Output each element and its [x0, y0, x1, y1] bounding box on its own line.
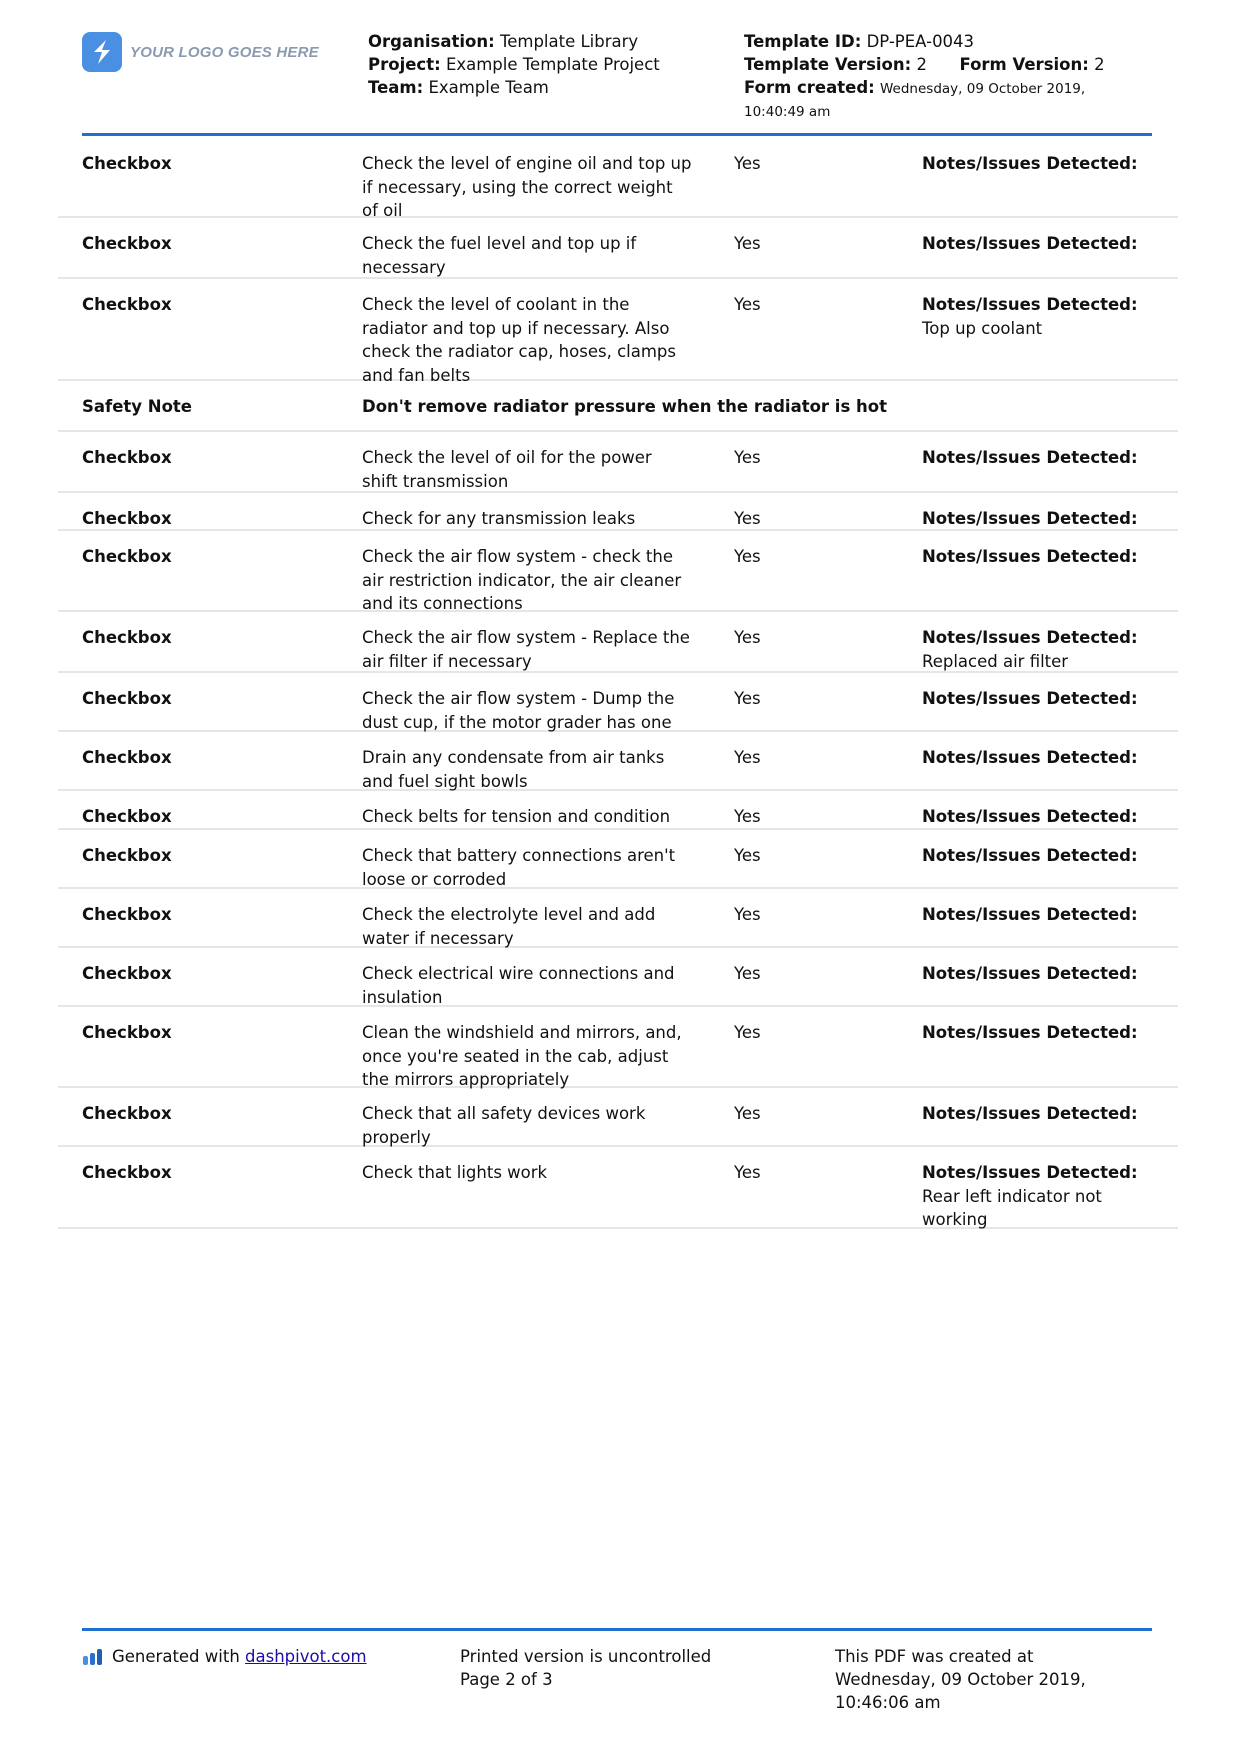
notes-value: Replaced air filter [922, 651, 1069, 671]
notes-label: Notes/Issues Detected: [922, 448, 1138, 467]
row-type: Checkbox [82, 1163, 172, 1182]
notes-label: Notes/Issues Detected: [922, 1163, 1138, 1182]
team-label: Team: [368, 78, 424, 97]
check-description: Check the air flow system - Dump the dust cup, if the motor grader has one [362, 689, 675, 732]
check-answer: Yes [734, 748, 761, 767]
row-type: Checkbox [82, 905, 172, 924]
check-description: Check the level of engine oil and top up if necessary, using the correct weight of oil [362, 154, 692, 220]
logo-icon [82, 32, 122, 72]
notes-cell [922, 1102, 1162, 1126]
page-number: Page 2 of 3 [460, 1670, 553, 1689]
template-id-value: DP-PEA-0043 [866, 32, 975, 51]
template-id-label: Template ID: [744, 32, 862, 51]
checklist-row [58, 612, 1178, 673]
check-description: Check the level of oil for the power shift transmission [362, 448, 652, 491]
row-type: Checkbox [82, 234, 172, 253]
notes-label: Notes/Issues Detected: [922, 628, 1138, 647]
form-version-label: Form Version: [959, 55, 1089, 74]
check-description: Check the air flow system - check the air restriction indicator, the air cleaner and its connections [362, 547, 682, 613]
notes-label: Notes/Issues Detected: [922, 1104, 1138, 1123]
checklist-row [58, 1088, 1178, 1147]
notes-cell [922, 626, 1162, 673]
generated-with [82, 1645, 367, 1668]
notes-label: Notes/Issues Detected: [922, 964, 1138, 983]
notes-cell [922, 805, 1162, 829]
organisation-value: Template Library [499, 32, 639, 51]
form-created-line [744, 76, 1144, 101]
notes-label: Notes/Issues Detected: [922, 807, 1138, 826]
checklist-row [58, 138, 1178, 218]
notes-cell [922, 844, 1162, 868]
check-description: Check for any transmission leaks [362, 509, 636, 528]
check-answer: Yes [734, 547, 761, 566]
check-answer: Yes [734, 1023, 761, 1042]
checklist-row [58, 218, 1178, 279]
check-answer: Yes [734, 905, 761, 924]
check-description: Check the fuel level and top up if necessary [362, 234, 637, 277]
form-created-value: Wednesday, 09 October 2019, [880, 81, 1086, 97]
row-type: Safety Note [82, 397, 192, 416]
notes-cell [922, 545, 1162, 569]
notes-cell [922, 507, 1162, 531]
team-value: Example Team [428, 78, 549, 97]
footer-created-info [835, 1645, 1135, 1714]
check-description: Check that all safety devices work properly [362, 1104, 646, 1147]
check-answer: Yes [734, 846, 761, 865]
organisation-line [368, 30, 660, 53]
check-answer: Yes [734, 234, 761, 253]
row-type: Checkbox [82, 689, 172, 708]
form-created-time: 10:40:49 am [744, 104, 831, 120]
checklist-row [58, 1147, 1178, 1229]
notes-label: Notes/Issues Detected: [922, 1023, 1138, 1042]
check-answer: Yes [734, 1104, 761, 1123]
safety-note-text: Don't remove radiator pressure when the radiator is hot [362, 397, 887, 416]
checklist-row [58, 1007, 1178, 1088]
checklist-rows [58, 138, 1178, 1229]
row-type: Checkbox [82, 448, 172, 467]
template-version-value: 2 [916, 55, 927, 74]
form-version-value: 2 [1094, 55, 1105, 74]
notes-label: Notes/Issues Detected: [922, 689, 1138, 708]
row-type: Checkbox [82, 807, 172, 826]
generated-prefix: Generated with [112, 1647, 246, 1666]
form-created-label: Form created: [744, 78, 875, 97]
notes-cell [922, 687, 1162, 711]
team-line [368, 76, 660, 99]
notes-label: Notes/Issues Detected: [922, 846, 1138, 865]
row-type: Checkbox [82, 964, 172, 983]
check-description: Drain any condensate from air tanks and fuel sight bowls [362, 748, 665, 791]
checklist-row [58, 791, 1178, 830]
checklist-row [58, 531, 1178, 612]
footer-divider [82, 1628, 1152, 1631]
pdf-created-time: 10:46:06 am [835, 1693, 941, 1712]
check-description: Check the level of coolant in the radiator and top up if necessary. Also check the radiator cap, hoses, clamps and fan belts [362, 295, 676, 385]
row-type: Checkbox [82, 628, 172, 647]
header-project-info [368, 30, 660, 99]
notes-label: Notes/Issues Detected: [922, 509, 1138, 528]
header-template-info [744, 30, 1144, 124]
check-answer: Yes [734, 154, 761, 173]
header-divider [82, 133, 1152, 136]
uncontrolled-notice: Printed version is uncontrolled [460, 1647, 712, 1666]
pdf-created-prefix: This PDF was created at [835, 1647, 1034, 1666]
project-value: Example Template Project [445, 55, 660, 74]
check-answer: Yes [734, 807, 761, 826]
checklist-row [58, 732, 1178, 791]
row-type: Checkbox [82, 154, 172, 173]
check-answer: Yes [734, 295, 761, 314]
row-type: Checkbox [82, 295, 172, 314]
notes-cell [922, 746, 1162, 770]
check-answer: Yes [734, 689, 761, 708]
check-answer: Yes [734, 509, 761, 528]
project-label: Project: [368, 55, 441, 74]
checklist-row [58, 889, 1178, 948]
checklist-row [58, 673, 1178, 732]
logo-text: YOUR LOGO GOES HERE [130, 43, 319, 61]
check-description: Check the electrolyte level and add water if necessary [362, 905, 656, 948]
notes-label: Notes/Issues Detected: [922, 905, 1138, 924]
notes-cell [922, 903, 1162, 927]
template-version-label: Template Version: [744, 55, 912, 74]
notes-cell [922, 1021, 1162, 1045]
checklist-row [58, 493, 1178, 531]
footer-page-info [460, 1645, 711, 1691]
row-type: Checkbox [82, 748, 172, 767]
check-description: Check that battery connections aren't loose or corroded [362, 846, 676, 889]
checklist-row [58, 948, 1178, 1007]
check-description: Clean the windshield and mirrors, and, once you're seated in the cab, adjust the mirrors appropriately [362, 1023, 682, 1089]
row-type: Checkbox [82, 509, 172, 528]
notes-value: Rear left indicator not working [922, 1186, 1102, 1229]
notes-label: Notes/Issues Detected: [922, 295, 1138, 314]
row-type: Checkbox [82, 1104, 172, 1123]
dashpivot-icon [82, 1648, 104, 1666]
notes-cell [922, 293, 1162, 340]
notes-cell [922, 962, 1162, 986]
checklist-row [58, 432, 1178, 493]
check-answer: Yes [734, 1163, 761, 1182]
dashpivot-link[interactable]: dashpivot.com [245, 1647, 367, 1666]
organisation-label: Organisation: [368, 32, 495, 51]
check-description: Check electrical wire connections and insulation [362, 964, 675, 1007]
notes-label: Notes/Issues Detected: [922, 234, 1138, 253]
check-description: Check belts for tension and condition [362, 807, 671, 826]
checklist-row [58, 279, 1178, 385]
safety-note-row [58, 381, 1178, 432]
project-line [368, 53, 660, 76]
notes-label: Notes/Issues Detected: [922, 547, 1138, 566]
notes-cell [922, 1161, 1162, 1232]
check-answer: Yes [734, 448, 761, 467]
checklist-row [58, 830, 1178, 889]
template-id-line [744, 30, 1144, 53]
notes-cell [922, 232, 1162, 256]
check-description: Check the air flow system - Replace the air filter if necessary [362, 628, 690, 671]
check-description: Check that lights work [362, 1163, 548, 1182]
notes-cell [922, 152, 1162, 176]
company-logo [82, 32, 319, 72]
row-type: Checkbox [82, 1023, 172, 1042]
check-answer: Yes [734, 964, 761, 983]
document-header [82, 30, 1152, 130]
check-answer: Yes [734, 628, 761, 647]
notes-cell [922, 446, 1162, 470]
row-type: Checkbox [82, 846, 172, 865]
notes-label: Notes/Issues Detected: [922, 154, 1138, 173]
notes-label: Notes/Issues Detected: [922, 748, 1138, 767]
pdf-created-date: Wednesday, 09 October 2019, [835, 1670, 1086, 1689]
version-line [744, 53, 1144, 76]
notes-value: Top up coolant [922, 318, 1043, 338]
row-type: Checkbox [82, 547, 172, 566]
